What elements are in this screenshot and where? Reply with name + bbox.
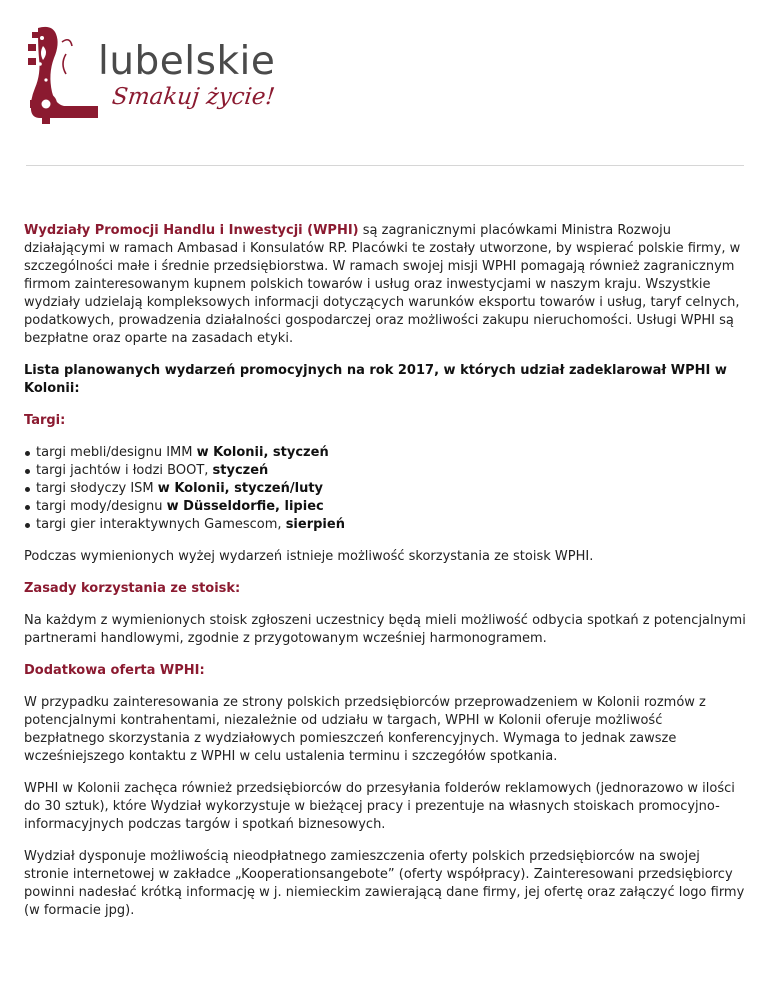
intro-paragraph — [24, 222, 746, 348]
intro-text: są zagranicznymi placówkami Ministra Rozwoju działającymi w ramach Ambasad i Konsulatów RP. Placówki te zostały utworzone, by wspierać polskie firmy, w szczególności małe i średnie przedsiębiorstwa. W ramach swojej misji WPHI pomagają również zagranicznym firmom zainteresowanym kupnem polskich towarów i usług oraz inwestycjami w naszym kraju. Wszystkie wydziały udzielają kompleksowych informacji dotyczących warunków eksportu towarów i usług, taryf celnych, podatkowych, prowadzenia działalności gospodarczej oraz możliwości zakupu nieruchomości. Usługi WPHI są bezpłatne oraz oparte na zasadach etyki. — [24, 223, 741, 346]
rules-text: Na każdym z wymienionych stoisk zgłoszeni uczestnicy będą mieli możliwość odbycia spotkań z potencjalnymi partnerami handlowymi, zgodnie z przygotowanym wcześniej harmonogramem. — [24, 613, 746, 646]
fair-name: targi mebli/designu IMM — [36, 445, 197, 460]
fair-name: targi jachtów i łodzi BOOT, — [36, 463, 213, 478]
list-item — [24, 462, 746, 480]
fairs-title: Targi: — [24, 413, 66, 428]
offer-title: Dodatkowa oferta WPHI: — [24, 663, 205, 678]
list-item — [24, 444, 746, 462]
rules-title: Zasady korzystania ze stoisk: — [24, 581, 241, 596]
lubelskie-logo[interactable] — [26, 24, 276, 124]
logo-emblem — [26, 24, 98, 124]
logo-wordmark: lubelskie — [98, 39, 276, 84]
fair-detail: w Düsseldorfie, lipiec — [166, 499, 324, 514]
fair-detail: styczeń — [212, 463, 269, 478]
list-item — [24, 516, 746, 534]
article-body — [24, 222, 746, 934]
events-list-heading: Lista planowanych wydarzeń promocyjnych na rok 2017, w których udział zadeklarował WPHI w Kolonii: — [24, 363, 727, 396]
offer-paragraph: W przypadku zainteresowania ze strony polskich przedsiębiorców przeprowadzeniem w Kolonii rozmów z potencjalnymi kontrahentami, niezależnie od udziału w targach, WPHI w Kolonii oferuje możliwość bezpłatnego skorzystania z wydziałowych pomieszczeń konferencyjnych. Wymaga to jednak zawsze wcześniejszego kontaktu z WPHI w celu ustalenia terminu i szczegółów spotkania. — [24, 695, 706, 764]
fair-name: targi gier interaktywnych Gamescom, — [36, 517, 286, 532]
logo-slogan: Smakuj życie! — [110, 84, 277, 110]
fair-detail: w Kolonii, styczeń/luty — [157, 481, 324, 496]
fair-name: targi mody/designu — [36, 499, 167, 514]
offer-paragraph: Wydział dysponuje możliwością nieodpłatnego zamieszczenia oferty polskich przedsiębiorców na swojej stronie internetowej w zakładce „Kooperationsangebote” (oferty współpracy). Zainteresowani przedsiębiorcy powinni nadesłać krótką informację w j. niemieckim zawierającą dane firmy, jej ofertę oraz załączyć logo firmy (w formacie jpg). — [24, 849, 745, 918]
fairs-list — [24, 444, 746, 534]
list-item — [24, 498, 746, 516]
offer-paragraph: WPHI w Kolonii zachęca również przedsiębiorców do przesyłania folderów reklamowych (jednorazowo w ilości do 30 sztuk), które Wydział wykorzystuje w bieżącej pracy i prezentuje na własnych stoiskach promocyjno-informacyjnych podczas targów i spotkań biznesowych. — [24, 781, 735, 832]
page-header — [0, 0, 768, 166]
header-divider — [26, 165, 744, 166]
list-item — [24, 480, 746, 498]
intro-lead: Wydziały Promocji Handlu i Inwestycji (WPHI) — [24, 223, 359, 238]
fairs-note: Podczas wymienionych wyżej wydarzeń istnieje możliwość skorzystania ze stoisk WPHI. — [24, 549, 594, 564]
fair-name: targi słodyczy ISM — [36, 481, 158, 496]
fair-detail: sierpień — [285, 517, 345, 532]
fair-detail: w Kolonii, styczeń — [196, 445, 329, 460]
